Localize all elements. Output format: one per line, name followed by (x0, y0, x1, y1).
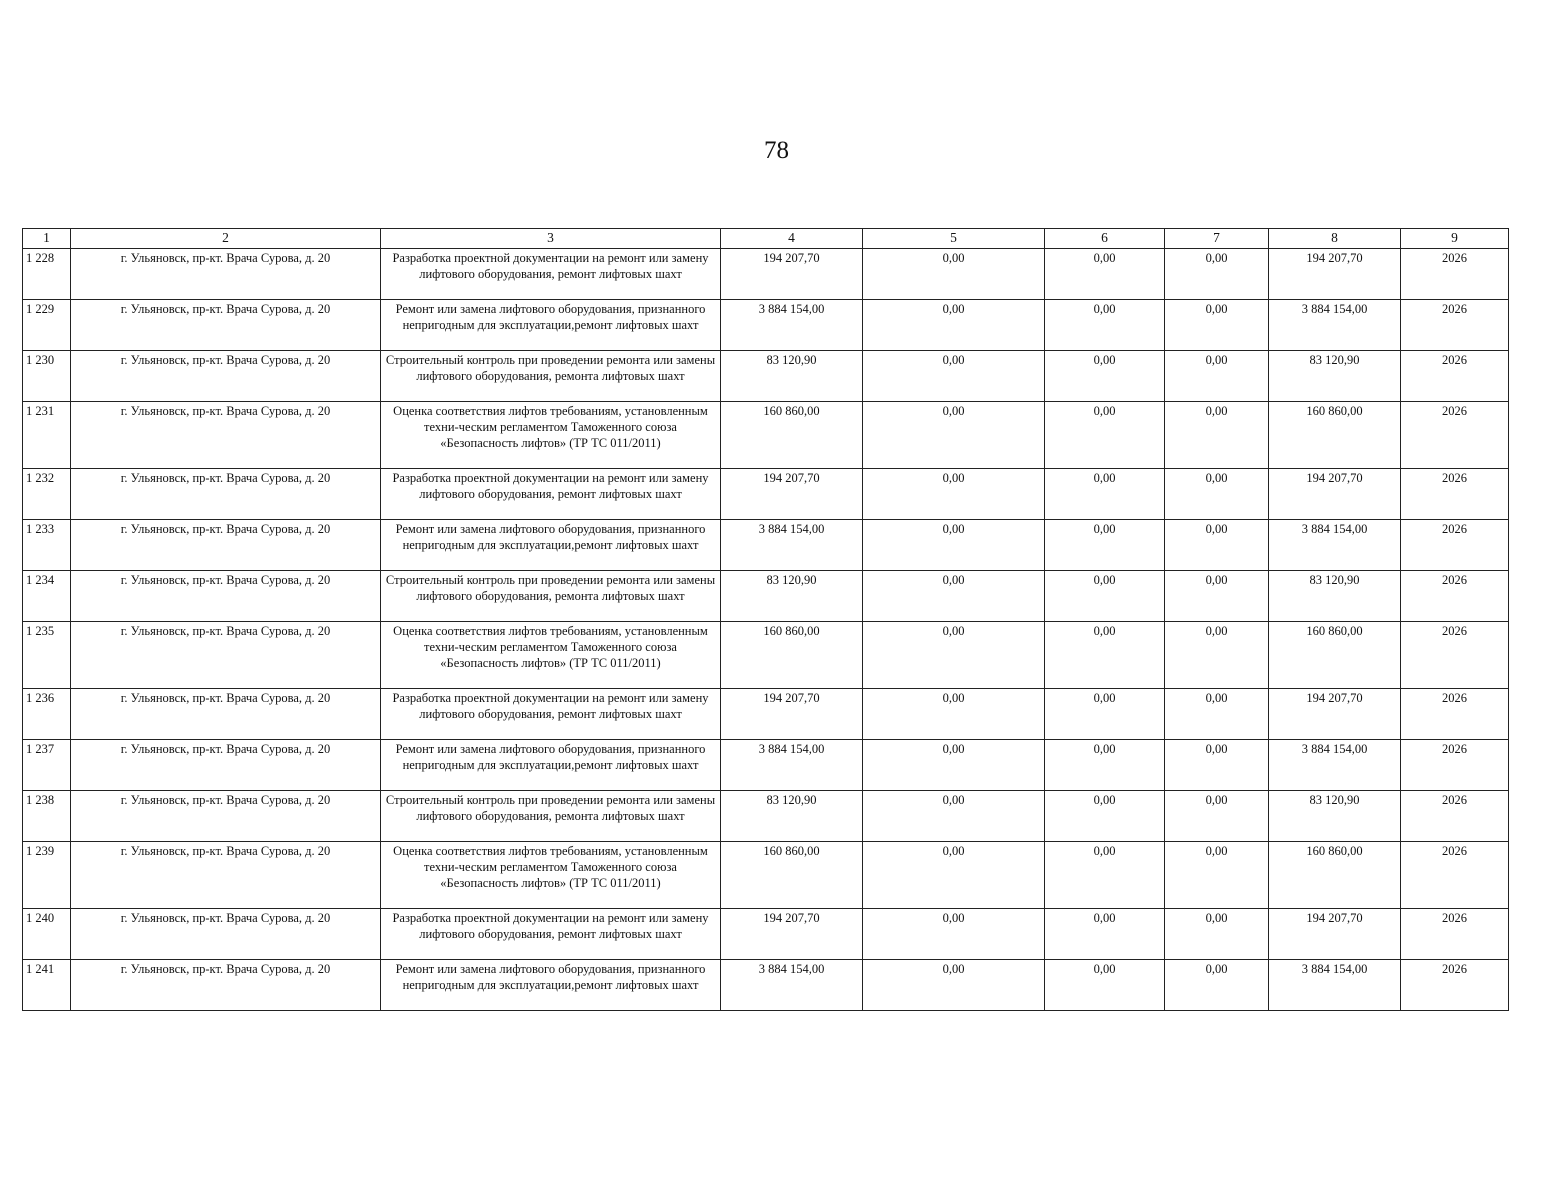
row-number: 1 229 (23, 300, 71, 351)
address-cell: г. Ульяновск, пр-кт. Врача Сурова, д. 20 (71, 689, 381, 740)
work-description-cell: Ремонт или замена лифтового оборудования, признанного непригодным для эксплуатации,ремонт лифтовых шахт (381, 300, 721, 351)
row-number: 1 237 (23, 740, 71, 791)
year-cell: 2026 (1401, 791, 1509, 842)
work-description-cell: Разработка проектной документации на ремонт или замену лифтового оборудования, ремонт лифтовых шахт (381, 469, 721, 520)
year-cell: 2026 (1401, 351, 1509, 402)
address-cell: г. Ульяновск, пр-кт. Врача Сурова, д. 20 (71, 520, 381, 571)
value-cell-col6: 0,00 (1045, 791, 1165, 842)
value-cell-col4: 194 207,70 (721, 689, 863, 740)
work-description-cell: Разработка проектной документации на ремонт или замену лифтового оборудования, ремонт лифтовых шахт (381, 249, 721, 300)
column-header: 8 (1269, 229, 1401, 249)
header-row (23, 229, 1509, 249)
work-description-cell: Оценка соответствия лифтов требованиям, установленным техни-ческим регламентом Таможенного союза «Безопасность лифтов» (ТР ТС 011/2011) (381, 402, 721, 469)
table-row (23, 740, 1509, 791)
value-cell-col6: 0,00 (1045, 689, 1165, 740)
value-cell-col7: 0,00 (1165, 791, 1269, 842)
table-row (23, 689, 1509, 740)
work-description-cell: Строительный контроль при проведении ремонта или замены лифтового оборудования, ремонта лифтовых шахт (381, 351, 721, 402)
table-row (23, 249, 1509, 300)
address-cell: г. Ульяновск, пр-кт. Врача Сурова, д. 20 (71, 622, 381, 689)
value-cell-col8: 83 120,90 (1269, 791, 1401, 842)
value-cell-col8: 3 884 154,00 (1269, 740, 1401, 791)
value-cell-col7: 0,00 (1165, 571, 1269, 622)
address-cell: г. Ульяновск, пр-кт. Врача Сурова, д. 20 (71, 402, 381, 469)
address-cell: г. Ульяновск, пр-кт. Врача Сурова, д. 20 (71, 571, 381, 622)
value-cell-col7: 0,00 (1165, 300, 1269, 351)
table-row (23, 622, 1509, 689)
work-description-cell: Разработка проектной документации на ремонт или замену лифтового оборудования, ремонт лифтовых шахт (381, 909, 721, 960)
table-row (23, 402, 1509, 469)
year-cell: 2026 (1401, 402, 1509, 469)
row-number: 1 234 (23, 571, 71, 622)
value-cell-col6: 0,00 (1045, 300, 1165, 351)
column-header: 3 (381, 229, 721, 249)
year-cell: 2026 (1401, 300, 1509, 351)
table-row (23, 571, 1509, 622)
value-cell-col8: 160 860,00 (1269, 842, 1401, 909)
value-cell-col8: 194 207,70 (1269, 689, 1401, 740)
column-header: 7 (1165, 229, 1269, 249)
value-cell-col5: 0,00 (863, 909, 1045, 960)
value-cell-col6: 0,00 (1045, 249, 1165, 300)
value-cell-col7: 0,00 (1165, 909, 1269, 960)
year-cell: 2026 (1401, 249, 1509, 300)
table-row (23, 791, 1509, 842)
value-cell-col5: 0,00 (863, 351, 1045, 402)
year-cell: 2026 (1401, 740, 1509, 791)
year-cell: 2026 (1401, 469, 1509, 520)
row-number: 1 233 (23, 520, 71, 571)
value-cell-col6: 0,00 (1045, 351, 1165, 402)
value-cell-col5: 0,00 (863, 960, 1045, 1011)
row-number: 1 241 (23, 960, 71, 1011)
value-cell-col5: 0,00 (863, 469, 1045, 520)
column-header: 9 (1401, 229, 1509, 249)
page-number: 78 (764, 137, 789, 164)
value-cell-col4: 194 207,70 (721, 249, 863, 300)
value-cell-col6: 0,00 (1045, 622, 1165, 689)
value-cell-col7: 0,00 (1165, 520, 1269, 571)
work-description-cell: Ремонт или замена лифтового оборудования, признанного непригодным для эксплуатации,ремонт лифтовых шахт (381, 960, 721, 1011)
address-cell: г. Ульяновск, пр-кт. Врача Сурова, д. 20 (71, 740, 381, 791)
value-cell-col7: 0,00 (1165, 842, 1269, 909)
value-cell-col4: 83 120,90 (721, 351, 863, 402)
value-cell-col5: 0,00 (863, 520, 1045, 571)
work-description-cell: Оценка соответствия лифтов требованиям, установленным техни-ческим регламентом Таможенного союза «Безопасность лифтов» (ТР ТС 011/2011) (381, 842, 721, 909)
column-header: 5 (863, 229, 1045, 249)
address-cell: г. Ульяновск, пр-кт. Врача Сурова, д. 20 (71, 300, 381, 351)
value-cell-col4: 194 207,70 (721, 469, 863, 520)
value-cell-col7: 0,00 (1165, 469, 1269, 520)
value-cell-col5: 0,00 (863, 689, 1045, 740)
year-cell: 2026 (1401, 571, 1509, 622)
work-description-cell: Ремонт или замена лифтового оборудования, признанного непригодным для эксплуатации,ремонт лифтовых шахт (381, 520, 721, 571)
value-cell-col4: 83 120,90 (721, 791, 863, 842)
row-number: 1 228 (23, 249, 71, 300)
year-cell: 2026 (1401, 960, 1509, 1011)
value-cell-col4: 3 884 154,00 (721, 520, 863, 571)
value-cell-col8: 194 207,70 (1269, 909, 1401, 960)
value-cell-col8: 160 860,00 (1269, 622, 1401, 689)
value-cell-col7: 0,00 (1165, 249, 1269, 300)
work-description-cell: Разработка проектной документации на ремонт или замену лифтового оборудования, ремонт лифтовых шахт (381, 689, 721, 740)
value-cell-col4: 160 860,00 (721, 402, 863, 469)
value-cell-col4: 3 884 154,00 (721, 960, 863, 1011)
row-number: 1 231 (23, 402, 71, 469)
year-cell: 2026 (1401, 689, 1509, 740)
value-cell-col5: 0,00 (863, 249, 1045, 300)
address-cell: г. Ульяновск, пр-кт. Врача Сурова, д. 20 (71, 842, 381, 909)
table-row (23, 842, 1509, 909)
value-cell-col5: 0,00 (863, 402, 1045, 469)
value-cell-col8: 194 207,70 (1269, 249, 1401, 300)
year-cell: 2026 (1401, 520, 1509, 571)
table-row (23, 960, 1509, 1011)
address-cell: г. Ульяновск, пр-кт. Врача Сурова, д. 20 (71, 791, 381, 842)
work-description-cell: Строительный контроль при проведении ремонта или замены лифтового оборудования, ремонта лифтовых шахт (381, 571, 721, 622)
value-cell-col7: 0,00 (1165, 402, 1269, 469)
work-description-cell: Строительный контроль при проведении ремонта или замены лифтового оборудования, ремонта лифтовых шахт (381, 791, 721, 842)
table-row (23, 351, 1509, 402)
value-cell-col4: 83 120,90 (721, 571, 863, 622)
address-cell: г. Ульяновск, пр-кт. Врача Сурова, д. 20 (71, 909, 381, 960)
value-cell-col7: 0,00 (1165, 960, 1269, 1011)
value-cell-col8: 3 884 154,00 (1269, 520, 1401, 571)
value-cell-col6: 0,00 (1045, 909, 1165, 960)
address-cell: г. Ульяновск, пр-кт. Врача Сурова, д. 20 (71, 469, 381, 520)
column-header: 6 (1045, 229, 1165, 249)
value-cell-col8: 3 884 154,00 (1269, 300, 1401, 351)
row-number: 1 240 (23, 909, 71, 960)
value-cell-col7: 0,00 (1165, 740, 1269, 791)
value-cell-col6: 0,00 (1045, 960, 1165, 1011)
column-header: 2 (71, 229, 381, 249)
year-cell: 2026 (1401, 622, 1509, 689)
value-cell-col4: 160 860,00 (721, 622, 863, 689)
value-cell-col6: 0,00 (1045, 520, 1165, 571)
value-cell-col6: 0,00 (1045, 571, 1165, 622)
work-description-cell: Оценка соответствия лифтов требованиям, установленным техни-ческим регламентом Таможенного союза «Безопасность лифтов» (ТР ТС 011/2011) (381, 622, 721, 689)
table-row (23, 469, 1509, 520)
value-cell-col8: 3 884 154,00 (1269, 960, 1401, 1011)
value-cell-col6: 0,00 (1045, 842, 1165, 909)
table-row (23, 520, 1509, 571)
value-cell-col8: 83 120,90 (1269, 351, 1401, 402)
value-cell-col6: 0,00 (1045, 740, 1165, 791)
address-cell: г. Ульяновск, пр-кт. Врача Сурова, д. 20 (71, 249, 381, 300)
value-cell-col5: 0,00 (863, 571, 1045, 622)
table-body (23, 249, 1509, 1011)
column-header: 1 (23, 229, 71, 249)
value-cell-col7: 0,00 (1165, 351, 1269, 402)
row-number: 1 232 (23, 469, 71, 520)
works-table (22, 228, 1509, 1011)
value-cell-col7: 0,00 (1165, 622, 1269, 689)
table-row (23, 909, 1509, 960)
value-cell-col4: 160 860,00 (721, 842, 863, 909)
value-cell-col5: 0,00 (863, 740, 1045, 791)
address-cell: г. Ульяновск, пр-кт. Врача Сурова, д. 20 (71, 351, 381, 402)
year-cell: 2026 (1401, 909, 1509, 960)
value-cell-col4: 194 207,70 (721, 909, 863, 960)
value-cell-col6: 0,00 (1045, 469, 1165, 520)
value-cell-col5: 0,00 (863, 622, 1045, 689)
value-cell-col8: 160 860,00 (1269, 402, 1401, 469)
row-number: 1 230 (23, 351, 71, 402)
row-number: 1 239 (23, 842, 71, 909)
value-cell-col8: 194 207,70 (1269, 469, 1401, 520)
value-cell-col4: 3 884 154,00 (721, 740, 863, 791)
value-cell-col7: 0,00 (1165, 689, 1269, 740)
year-cell: 2026 (1401, 842, 1509, 909)
value-cell-col6: 0,00 (1045, 402, 1165, 469)
address-cell: г. Ульяновск, пр-кт. Врача Сурова, д. 20 (71, 960, 381, 1011)
row-number: 1 238 (23, 791, 71, 842)
row-number: 1 236 (23, 689, 71, 740)
value-cell-col5: 0,00 (863, 300, 1045, 351)
value-cell-col8: 83 120,90 (1269, 571, 1401, 622)
value-cell-col4: 3 884 154,00 (721, 300, 863, 351)
row-number: 1 235 (23, 622, 71, 689)
work-description-cell: Ремонт или замена лифтового оборудования, признанного непригодным для эксплуатации,ремонт лифтовых шахт (381, 740, 721, 791)
value-cell-col5: 0,00 (863, 842, 1045, 909)
column-header: 4 (721, 229, 863, 249)
value-cell-col5: 0,00 (863, 791, 1045, 842)
table-row (23, 300, 1509, 351)
